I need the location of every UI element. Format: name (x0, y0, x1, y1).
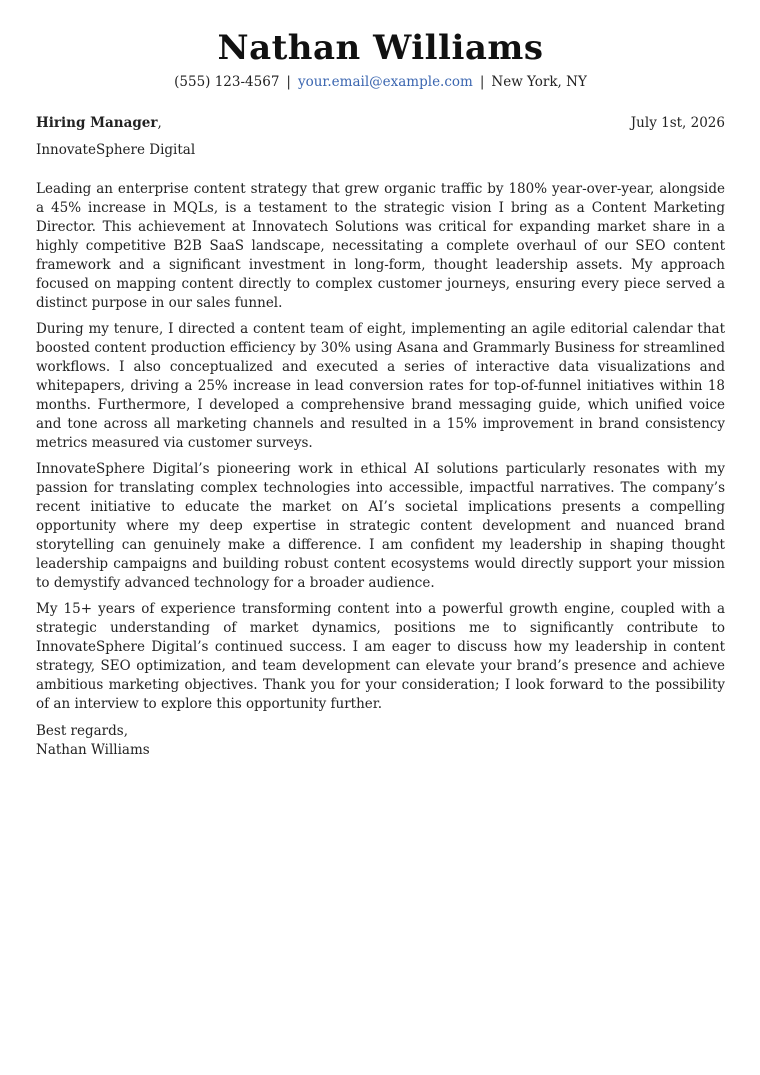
contact-separator: | (479, 74, 485, 90)
body-paragraph: Leading an enterprise content strategy that grew organic traffic by 180% year-over-year, alongside a 45% increase in MQLs, is a testament to the strategic vision I bring as a Content Marketing Director. This achievement at Innovatech Solutions was critical for expanding market share in a highly competitive B2B SaaS landscape, necessitating a complete overhaul of our SEO content framework and a significant investment in long-form, thought leadership assets. My approach focused on mapping content directly to complex customer journeys, ensuring every piece served a distinct purpose in our sales funnel. (36, 181, 725, 311)
location: New York, NY (491, 74, 587, 90)
body-paragraph: InnovateSphere Digital’s pioneering work in ethical AI solutions particularly resonates with my passion for translating complex technologies into accessible, impactful narratives. The company’s recent initiative to educate the market on AI’s societal implications presents a compelling opportunity where my deep expertise in strategic content development and nuanced brand storytelling can genuinely make a difference. I am confident my leadership in shaping thought leadership campaigns and building robust content ecosystems would directly support your mission to demystify advanced technology for a broader audience. (36, 461, 725, 591)
letter-body (36, 180, 725, 760)
contact-separator: | (286, 74, 291, 90)
recipient-company: InnovateSphere Digital (36, 142, 196, 158)
body-paragraph: My 15+ years of experience transforming content into a powerful growth engine, coupled with a strategic understanding of market dynamics, positions me to significantly contribute to InnovateSphere Digital’s continued success. I am eager to discuss how my leadership in content strategy, SEO optimization, and team development can elevate your brand’s presence and achieve ambitious marketing objectives. Thank you for your consideration; I look forward to the possibility of an interview to explore this opportunity further. (36, 601, 725, 712)
closing-salutation: Best regards, (36, 723, 129, 739)
closing-block (36, 722, 725, 760)
phone-number: (555) 123-4567 (174, 74, 280, 90)
recipient-title: Hiring Manager (36, 115, 158, 131)
letter-date: July 1st, 2026 (630, 115, 725, 131)
body-paragraph: During my tenure, I directed a content team of eight, implementing an agile editorial calendar that boosted content production efficiency by 30% using Asana and Grammarly Business for streamlined workflows. I also conceptualized and executed a series of interactive data visualizations and whitepapers, driving a 25% increase in lead conversion rates for top-of-funnel initiatives within 18 months. Furthermore, I developed a comprehensive brand messaging guide, which unified voice and tone across all marketing channels and resulted in a 15% improvement in brand consistency metrics measured via customer surveys. (36, 321, 725, 451)
contact-line (36, 73, 725, 91)
applicant-name: Nathan Williams (217, 28, 544, 68)
email-link[interactable]: your.email@example.com (297, 74, 473, 90)
signature-name: Nathan Williams (36, 742, 150, 758)
recipient-title-punct: , (157, 115, 162, 131)
recipient-row (36, 114, 725, 132)
